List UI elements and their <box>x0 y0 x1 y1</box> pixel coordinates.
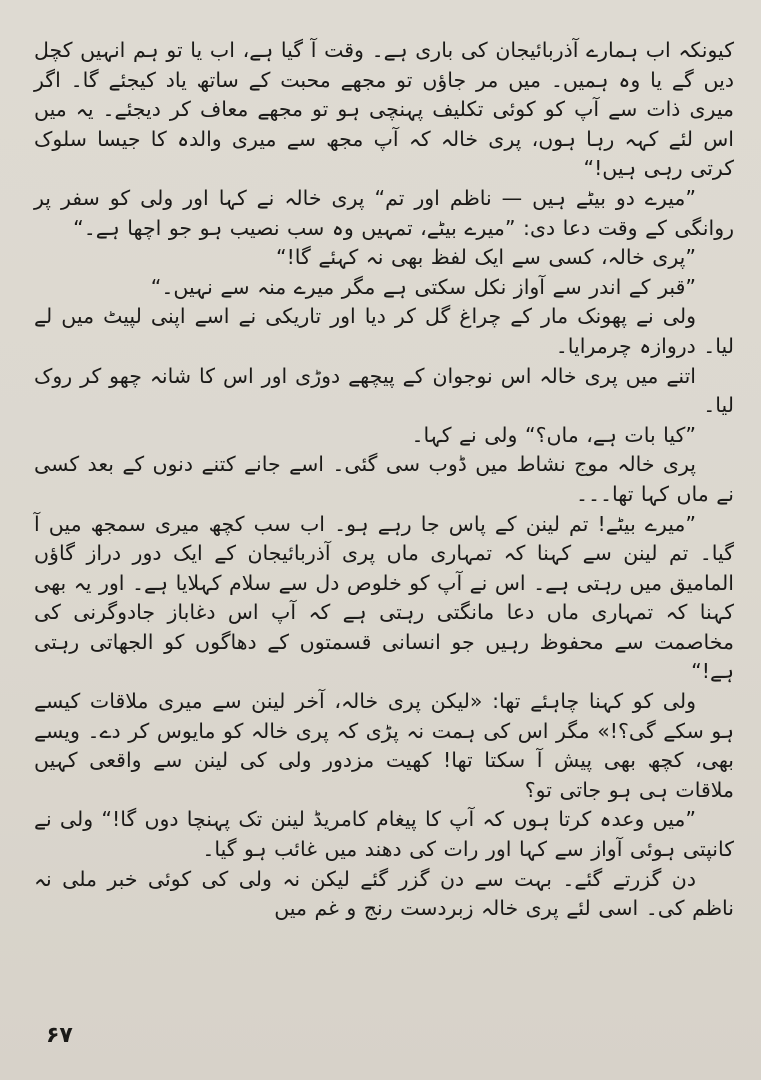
paragraph: ”میرے دو بیٹے ہیں — ناظم اور تم“ پری خالہ نے کہا اور ولی کو سفر پر روانگی کے وقت دعا دی: ”میرے بیٹے، تمہیں وہ سب نصیب ہو جو اچھا ہے۔“ <box>34 185 734 240</box>
paragraph: پری خالہ موج نشاط میں ڈوب سی گئی۔ اسے جانے کتنے دنوں کے بعد کسی نے ماں کہا تھا۔۔۔ <box>34 452 734 506</box>
paragraph: ولی نے پھونک مار کے چراغ گل کر دیا اور تاریکی نے اسے اپنی لپیٹ میں لے لیا۔ دروازہ چرمرایا۔ <box>34 304 734 358</box>
paragraph: ”پری خالہ، کسی سے ایک لفظ بھی نہ کہئے گا!“ <box>275 245 696 270</box>
body-text <box>34 36 734 924</box>
paragraph: دن گزرتے گئے۔ بہت سے دن گزر گئے لیکن نہ ولی کی کوئی خبر ملی نہ ناظم کی۔ اسی لئے پری خالہ زبردست رنج و غم میں <box>34 866 734 921</box>
paragraph: ”قبر کے اندر سے آواز نکل سکتی ہے مگر میرے منہ سے نہیں۔“ <box>150 274 696 299</box>
paragraph: ”کیا بات ہے، ماں؟“ ولی نے کہا۔ <box>411 422 696 447</box>
paragraph: کیونکہ اب ہمارے آذربائیجان کی باری ہے۔ وقت آ گیا ہے، اب یا تو ہم انہیں کچل دیں گے یا وہ ہمیں۔ میں مر جاؤں تو مجھے محبت کے ساتھ یاد کیجئے گا۔ اگر میری ذات سے آپ کو کوئی تکلیف پہنچی ہو تو مجھے معاف کر دیجئے۔ یہ میں اس لئے کہہ رہا ہوں، پری خالہ کہ آپ مجھ سے میری والدہ کا جیسا سلوک کرتی رہی ہیں!“ <box>34 38 734 181</box>
paragraph: ”میرے بیٹے! تم لینن کے پاس جا رہے ہو۔ اب سب کچھ میری سمجھ میں آ گیا۔ تم لینن سے کہنا کہ تمہاری ماں پری آذربائیجان کے ایک دور دراز گاؤں المامیق میں رہتی ہے۔ اس نے آپ کو خلوص دل سے سلام کہلایا ہے۔ اور یہ بھی کہنا کہ تمہاری ماں دعا مانگتی رہتی ہے کہ آپ اس دغاباز جادوگرنی کی مخاصمت سے محفوظ رہیں جو انسانی قسمتوں کے دھاگوں کو الجھاتی رہتی ہے!“ <box>34 511 734 684</box>
paragraph: اتنے میں پری خالہ اس نوجوان کے پیچھے دوڑی اور اس کا شانہ چھو کر روک لیا۔ <box>34 363 734 418</box>
page-number: ۶۷ <box>46 1023 73 1048</box>
paragraph: ”میں وعدہ کرتا ہوں کہ آپ کا پیغام کامریڈ لینن تک پہنچا دوں گا!“ ولی نے کانپتی ہوئی آواز سے کہا اور رات کی دھند میں غائب ہو گیا۔ <box>34 807 734 862</box>
paragraph: ولی کو کہنا چاہئے تھا: «لیکن پری خالہ، آخر لینن سے میری ملاقات کیسے ہو سکے گی؟!» مگر اس کی ہمت نہ پڑی کہ پری خالہ کو مایوس کر دے۔ ویسے بھی، کچھ بھی پیش آ سکتا تھا! کھیت مزدور ولی کی لینن سے واقعی کہیں ملاقات ہی ہو جاتی تو؟ <box>34 689 734 802</box>
